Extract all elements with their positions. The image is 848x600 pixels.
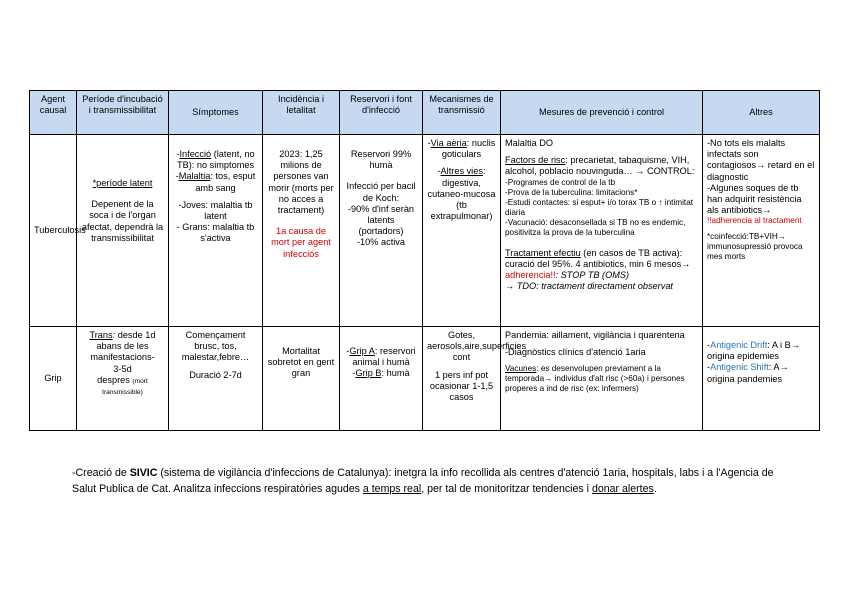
tb-alt-red: !!adherencia al tractament (707, 216, 802, 226)
tb-mes-estudi: -Estudi contactes: si esput+ i/o torax TB o ↑ intimitat diaria (505, 197, 694, 217)
grip-incidencia (263, 327, 340, 431)
grip-agent: Grip (30, 327, 77, 431)
grip-res-b: -Grip B: humà (352, 368, 410, 379)
sivic-note: -Creació de SIVIC (sistema de vigilància d'infeccions de Catalunya): inetgra la info recollida als centres d'atenció 1aria, hospitals, labs i a l'Agencia de Salut Publica de Cat. Analitza infeccions respiratòries agudes a temps real, per tal de monitoritzar tendencies i donar alertes. (72, 467, 774, 495)
header-mesures: Mesures de prevenció i control (501, 91, 703, 135)
header-reservori: Reservori i font d'infecció (340, 91, 423, 135)
tb-res-1: Reservori 99% humà (350, 149, 412, 171)
tb-mes-tdo: → TDO: tractament directament observat (505, 281, 673, 292)
tb-mec-altres: -Altres vies: digestiva, cutaneo-mucosa (tb extrapulmonar) (427, 166, 496, 222)
tb-res-2: Infecció per bacil de Koch: (346, 181, 416, 203)
tb-mes-vac: -Vacunació: desaconsellada si TB no es endemic, positivitza la prova de la tuberculina (505, 217, 686, 237)
tb-incid-text: 2023: 1,25 milions de persones van morir (morts per no acces a tractament) (268, 149, 334, 216)
tb-reservori (340, 135, 423, 327)
grip-trans: Trans: desde 1d abans de les manifestacions- (89, 330, 156, 363)
grip-simptomes (169, 327, 263, 431)
tb-mec-aeria: -Via aèria: nuclis goticulars (427, 138, 496, 160)
grip-mec-2: 1 pers inf pot ocasionar 1-1,5 casos (429, 369, 494, 403)
tb-alt-3: *coinfecció:TB+VIH→ immunosupressió provoca mes morts (707, 232, 803, 262)
temps-real: a temps real (362, 482, 422, 495)
grip-mes-2: -Diagnòstics clínics d'atenció 1aria (505, 347, 646, 358)
grip-altres (703, 327, 820, 431)
grip-mecanismes (423, 327, 527, 431)
header-row (30, 91, 820, 135)
grip-mes-vac: Vacunes: es desenvolupen previament a la temporada→ individus d'alt risc (>60a) i persones properes a ind de risc (ex: infermers) (505, 364, 685, 394)
tb-altres (703, 135, 820, 327)
grip-res-a: -Grip A: reservori animal i humà (346, 346, 416, 368)
grip-reservori (340, 327, 423, 431)
tb-alt-2: -Algunes soques de tb han adquirit resistència als antibiotics→ (707, 182, 802, 216)
tb-simptomes (169, 135, 263, 327)
grip-alt-drift: -Antigenic Drift: A i B→ origina epidemies (707, 340, 800, 362)
tb-mesures (501, 135, 703, 327)
grip-mes-1: Pandemia: aillament, vigilància i quarentena (505, 330, 685, 340)
tb-mes-factors: Factors de risc: precarietat, tabaquisme, VIH, alcohol, poblacio nouvinguda… → CONTROL: (505, 155, 695, 177)
grip-mec-1: Gotes, aerosols,aire,superficies cont (427, 330, 527, 363)
tb-sym-infeccio: -Infecció (latent, no TB): no simptomes (176, 149, 255, 171)
grip-incubacio (77, 327, 169, 431)
tb-mes-prog: -Programes de control de la tb (505, 177, 616, 187)
tb-mes-tract: Tractament efectiu (en casos de TB activa): curació del 95%. 4 antibiotics, min 6 mesos→ adherencia!!: STOP TB (OMS) (505, 247, 691, 281)
tb-mes-title: Malaltia DO (505, 138, 553, 148)
tb-incubacio (77, 135, 169, 327)
header-agent: Agent causal (30, 91, 77, 135)
sivic-term: SIVIC (129, 467, 158, 479)
tb-mecanismes (423, 135, 501, 327)
grip-sym-2: Duració 2-7d (189, 369, 242, 380)
epidemiology-table (29, 90, 820, 431)
header-altres: Altres (703, 91, 820, 135)
tb-res-3: -90% d'inf seràn latents (portadors) (347, 203, 415, 237)
header-incubacio: Període d'incubació i transmissibilitat (77, 91, 169, 135)
grip-trans-despres: despres (mort transmissible) (97, 374, 148, 397)
grip-mesures (501, 327, 703, 431)
tb-sym-grans: - Grans: malaltia tb s'activa (176, 222, 255, 244)
tb-res-4: -10% activa (356, 237, 405, 248)
tb-mes-prova: -Prova de la tuberculina: limitacions* (505, 187, 638, 197)
tb-incubacio-text: Depenent de la soca i de l'organ afectat, dependrà la transmissibilitat (81, 199, 164, 243)
grip-sym-1: Començament brusc, tos, malestar,febre… (181, 330, 250, 363)
tb-incidencia (263, 135, 340, 327)
header-simptomes: Símptomes (169, 91, 263, 135)
grip-trans-days: 3-5d (113, 363, 132, 374)
header-mecanismes: Mecanismes de transmissió (423, 91, 501, 135)
header-incidencia: Incidència i letalitat (263, 91, 340, 135)
tb-sym-malaltia: -Malaltia: tos, esput amb sang (175, 171, 256, 193)
tb-alt-1: -No tots els malalts infectats son contagiosos→ retard en el diagnostic (707, 138, 815, 182)
tb-sym-joves: -Joves: malaltia tb latent (178, 199, 253, 222)
tb-agent: Tuberculosis (30, 135, 77, 327)
tb-periode-latent: *període latent (92, 178, 153, 188)
table-row-grip (30, 327, 820, 431)
tb-incid-red: 1a causa de mort per agent infecciós (271, 226, 331, 259)
grip-incid: Mortalitat sobretot en gent gran (267, 346, 335, 379)
donar-alertes: donar alertes (591, 482, 654, 495)
grip-alt-shift: -Antigenic Shift: A→ origina pandemies (707, 362, 789, 384)
table-row-tuberculosis (30, 135, 820, 327)
